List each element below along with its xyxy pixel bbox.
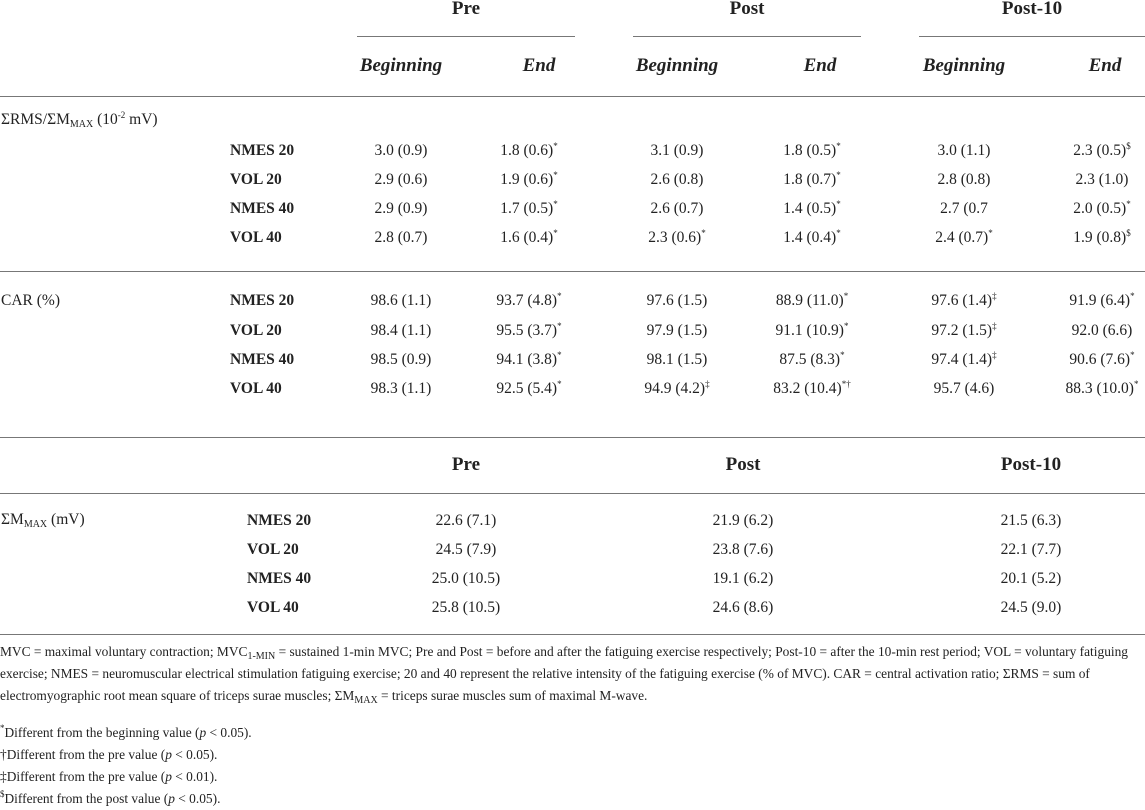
row-label: NMES 20 <box>230 292 295 309</box>
table-cell: 1.8 (0.6)* <box>500 141 558 159</box>
table-cell: 2.4 (0.7)* <box>935 228 993 246</box>
table-cell: 1.4 (0.5)* <box>783 199 841 217</box>
bottom-table-cell: 25.8 (10.5) <box>431 599 501 616</box>
significance-mark: * <box>557 350 562 360</box>
bottom-row-label: VOL 20 <box>247 541 299 558</box>
table-cell: 91.9 (6.4)* <box>1069 291 1135 309</box>
row-label: VOL 40 <box>230 229 282 246</box>
group-header-pre: Pre <box>451 0 481 19</box>
footnote-p: p <box>199 725 207 740</box>
table-cell: 1.7 (0.5)* <box>500 199 558 217</box>
footnote-p: p <box>165 747 172 762</box>
table-cell: 87.5 (8.3)* <box>779 350 845 368</box>
significance-mark: * <box>553 141 558 151</box>
bottom-table-cell: 24.5 (9.0) <box>1000 599 1062 616</box>
table-cell: 94.9 (4.2)‡ <box>644 379 710 397</box>
bottom-section-label: $\Sigma M_{MAX}$ (mV) <box>1 511 85 530</box>
table-cell: 93.7 (4.8)* <box>496 291 562 309</box>
significance-mark: * <box>1126 199 1131 209</box>
table-cell: 2.8 (0.8) <box>937 171 991 188</box>
bottom-row-label: NMES 40 <box>247 570 312 587</box>
table-cell: 1.9 (0.8)$ <box>1073 228 1131 246</box>
bottom-table-cell: 19.1 (6.2) <box>712 570 774 587</box>
table-cell: 1.4 (0.4)* <box>783 228 841 246</box>
group-rule-post10 <box>919 36 1145 37</box>
significance-mark: ‡ <box>705 379 710 389</box>
significance-mark: * <box>836 141 841 151</box>
table-divider-rule <box>0 437 1145 438</box>
footnote-mark: * <box>0 723 5 733</box>
footnote-significance: *Different from the beginning value (p < 0.05). <box>0 723 252 740</box>
subheader-beginning: Beginning <box>359 55 443 76</box>
table-cell: 95.5 (3.7)* <box>496 321 562 339</box>
footnote-mark: $ <box>0 789 5 799</box>
row-label: VOL 20 <box>230 171 282 188</box>
significance-mark: * <box>843 291 849 301</box>
table-cell: 83.2 (10.4)*† <box>773 379 851 397</box>
table-cell: 91.1 (10.9)* <box>775 321 849 339</box>
bottom-table-cell: 22.6 (7.1) <box>435 512 497 529</box>
table-cell: 95.7 (4.6) <box>933 380 995 397</box>
significance-mark: * <box>557 379 562 389</box>
significance-mark: * <box>836 199 841 209</box>
table-cell: 3.0 (1.1) <box>937 142 991 159</box>
bottom-table-cell: 23.8 (7.6) <box>712 541 774 558</box>
table-cell: 94.1 (3.8)* <box>496 350 562 368</box>
bottom-table-cell: 21.5 (6.3) <box>1000 512 1062 529</box>
table-cell: 98.6 (1.1) <box>370 292 432 309</box>
label-superscript: -2 <box>117 110 126 120</box>
significance-mark: * <box>553 170 558 180</box>
row-label: NMES 20 <box>230 142 295 159</box>
footnote-subscript: 1-MIN <box>247 651 276 662</box>
significance-mark: * <box>1133 379 1139 389</box>
row-label: VOL 40 <box>230 380 282 397</box>
table-cell: 2.3 (1.0) <box>1075 171 1129 188</box>
table-cell: 1.9 (0.6)* <box>500 170 558 188</box>
footnote-significance: ‡Different from the pre value (p < 0.01). <box>0 769 218 784</box>
significance-mark: $ <box>1126 228 1131 238</box>
table-cell: 97.6 (1.4)‡ <box>931 291 997 309</box>
footnote-p: p <box>168 791 175 806</box>
footnote-p: p <box>165 769 172 784</box>
significance-mark: ‡ <box>992 291 997 301</box>
table-cell: 97.9 (1.5) <box>646 322 708 339</box>
table-cell: 1.8 (0.5)* <box>783 141 841 159</box>
row-label: NMES 40 <box>230 351 295 368</box>
section-rule <box>0 271 1145 272</box>
table-cell: 2.7 (0.7 <box>940 200 988 217</box>
header-rule <box>0 96 1145 97</box>
table-cell: 97.4 (1.4)‡ <box>931 350 997 368</box>
table-cell: 1.6 (0.4)* <box>500 228 558 246</box>
group-rule-post <box>633 36 861 37</box>
row-label: VOL 20 <box>230 322 282 339</box>
bottom-table-cell: 22.1 (7.7) <box>1000 541 1062 558</box>
significance-mark: * <box>988 228 993 238</box>
subheader-end: End <box>803 55 837 76</box>
significance-mark: * <box>836 228 841 238</box>
subheader-beginning: Beginning <box>635 55 719 76</box>
table-cell: 90.6 (7.6)* <box>1069 350 1135 368</box>
significance-mark: ‡ <box>992 350 997 360</box>
group-header-post: Post <box>729 0 765 19</box>
footnote-abbreviations: MVC = maximal voluntary contraction; $MVC_{1-MIN}$ = sustained 1-min MVC; Pre and Post = before and after the fatiguing exercise respectively; Post-10 = after the 10-min rest period; VOL = voluntary fatiguing exercise; NMES = neuromuscular electrical stimulation fatiguing exercise; 20 and 40 represent the relative intensity of the fatiguing exercise (% of MVC). CAR = central activation ratio; ΣRMS = sum of electromyographic root mean square of triceps surae muscles; $\Sigma M_{MAX}$ = triceps surae muscles sum of maximal M-wave. <box>0 644 1129 706</box>
table-cell: 98.4 (1.1) <box>370 322 432 339</box>
significance-mark: *† <box>841 379 851 389</box>
table-cell: 98.1 (1.5) <box>646 351 708 368</box>
significance-mark: * <box>553 199 558 209</box>
significance-mark: ‡ <box>992 321 997 331</box>
bottom-table-cell: 20.1 (5.2) <box>1000 570 1062 587</box>
significance-mark: * <box>1130 291 1135 301</box>
bottom-group-header-post-10: Post-10 <box>1000 454 1062 475</box>
bottom-header-rule <box>0 493 1145 494</box>
significance-mark: * <box>553 228 558 238</box>
group-rule-pre <box>357 36 575 37</box>
footnote-significance: †Different from the pre value (p < 0.05). <box>0 747 218 762</box>
table-cell: 2.6 (0.7) <box>650 200 704 217</box>
significance-mark: * <box>843 321 849 331</box>
significance-mark: * <box>701 228 706 238</box>
table-cell: 2.3 (0.5)$ <box>1073 141 1131 159</box>
bottom-group-header-post: Post <box>725 454 761 475</box>
table-cell: 98.5 (0.9) <box>370 351 432 368</box>
significance-mark: * <box>557 291 562 301</box>
table-cell: 3.1 (0.9) <box>650 142 704 159</box>
subheader-beginning: Beginning <box>922 55 1006 76</box>
table-cell: 2.0 (0.5)* <box>1073 199 1131 217</box>
significance-mark: * <box>840 350 845 360</box>
significance-mark: $ <box>1126 141 1131 151</box>
bottom-rule <box>0 634 1145 635</box>
table-cell: 3.0 (0.9) <box>374 142 428 159</box>
label-subscript: MAX <box>23 519 48 530</box>
significance-mark: * <box>836 170 841 180</box>
significance-mark: * <box>557 321 562 331</box>
bottom-group-header-pre: Pre <box>451 454 481 475</box>
table-cell: 2.8 (0.7) <box>374 229 428 246</box>
bottom-table-cell: 24.6 (8.6) <box>712 599 774 616</box>
section-label: CAR (%) <box>1 292 60 309</box>
table-cell: 2.6 (0.8) <box>650 171 704 188</box>
table-cell: 2.9 (0.6) <box>374 171 428 188</box>
row-label: NMES 40 <box>230 200 295 217</box>
bottom-row-label: NMES 20 <box>247 512 312 529</box>
footnote-significance: $Different from the post value (p < 0.05). <box>0 789 221 806</box>
table-cell: 92.5 (5.4)* <box>496 379 562 397</box>
bottom-table-cell: 25.0 (10.5) <box>431 570 501 587</box>
table-cell: 2.9 (0.9) <box>374 200 428 217</box>
table-cell: 88.9 (11.0)* <box>775 291 849 309</box>
table-cell: 97.6 (1.5) <box>646 292 708 309</box>
label-subscript: MAX <box>69 119 94 130</box>
bottom-row-label: VOL 40 <box>247 599 299 616</box>
table-cell: 98.3 (1.1) <box>370 380 432 397</box>
significance-mark: * <box>1130 350 1135 360</box>
table-cell: 97.2 (1.5)‡ <box>931 321 997 339</box>
group-header-post-10: Post-10 <box>1001 0 1063 19</box>
table-cell: 1.8 (0.7)* <box>783 170 841 188</box>
table-cell: 92.0 (6.6) <box>1071 322 1133 339</box>
bottom-table-cell: 21.9 (6.2) <box>712 512 774 529</box>
subheader-end: End <box>522 55 556 76</box>
section-label: ΣRMS/$\Sigma M_{MAX}$ ($10^{-2}$ mV) <box>1 110 158 130</box>
bottom-table-cell: 24.5 (7.9) <box>435 541 497 558</box>
table-cell: 2.3 (0.6)* <box>648 228 706 246</box>
footnote-subscript: MAX <box>354 695 378 706</box>
table-cell: 88.3 (10.0)* <box>1065 379 1139 397</box>
subheader-end: End <box>1088 55 1122 76</box>
